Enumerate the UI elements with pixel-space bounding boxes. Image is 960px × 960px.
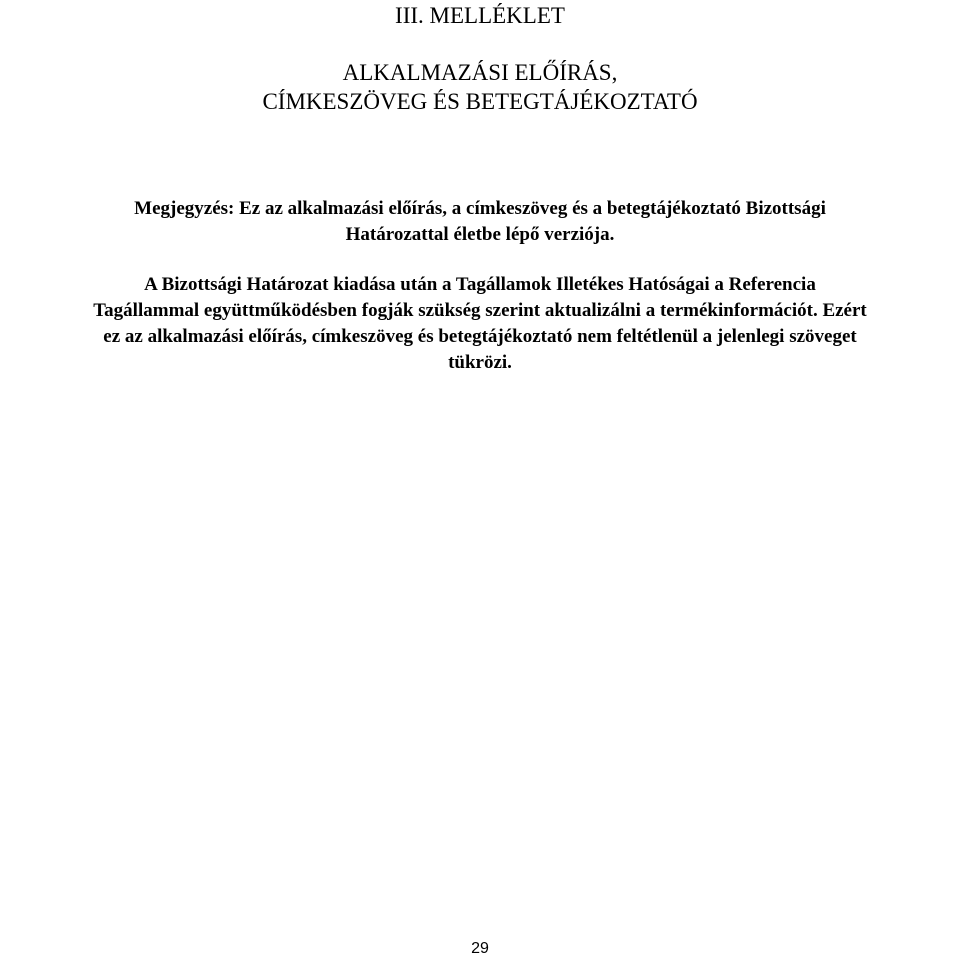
annex-title: III. MELLÉKLET [395, 3, 565, 28]
paragraph-line: ez az alkalmazási előírás, címkeszöveg és betegtájékoztató nem feltétlenül a jelenlegi szöveget [103, 326, 857, 347]
paragraph-line: Tagállammal együttműködésben fogják szükség szerint aktualizálni a termékinformációt. Ezért [93, 300, 867, 321]
document-subtitle [0, 58, 960, 116]
note-line: Megjegyzés: Ez az alkalmazási előírás, a címkeszöveg és a betegtájékoztató Bizottsági [134, 198, 826, 219]
subtitle-line: ALKALMAZÁSI ELŐÍRÁS, [342, 60, 618, 85]
paragraph-line: A Bizottsági Határozat kiadása után a Tagállamok Illetékes Hatóságai a Referencia [144, 274, 816, 295]
page-number: 29 [471, 940, 489, 957]
subtitle-line: CÍMKESZÖVEG ÉS BETEGTÁJÉKOZTATÓ [262, 89, 698, 114]
paragraph-line: tükrözi. [448, 352, 512, 373]
note-paragraph [0, 196, 960, 248]
body-paragraph [0, 272, 960, 376]
note-line: Határozattal életbe lépő verziója. [345, 224, 615, 245]
